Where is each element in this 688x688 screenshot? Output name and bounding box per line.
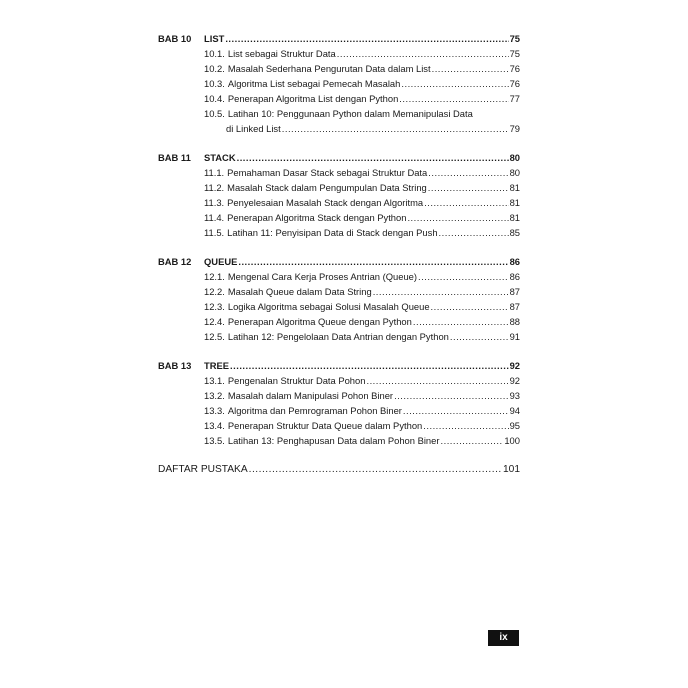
dot-leader [403,403,509,418]
dot-leader [373,284,509,299]
section-page: 75 [509,48,520,59]
section-title: Latihan 11: Penyisipan Data di Stack dengan Push [227,227,438,238]
section-entry[interactable] [204,225,520,240]
dot-leader [230,358,509,373]
section-page: 95 [509,420,520,431]
section-number: 10.1. [204,48,225,59]
section-entry[interactable] [204,403,520,418]
section-title: List sebagai Struktur Data [227,48,336,59]
section-entry[interactable] [204,284,520,299]
section-number: 10.2. [204,63,225,74]
section-entry[interactable] [204,165,520,180]
section-entry[interactable] [204,210,520,225]
section-title: Algoritma List sebagai Pemecah Masalah [227,78,401,89]
section-entry[interactable] [204,106,520,121]
chapter-title: TREE [204,360,230,371]
bibliography-title: DAFTAR PUSTAKA [158,464,248,475]
section-title: Penerapan Algoritma List dengan Python [227,93,399,104]
section-title-continued: di Linked List [226,123,281,134]
dot-leader [431,299,509,314]
section-page: 76 [509,63,520,74]
section-entry[interactable] [204,373,520,388]
table-of-contents [158,31,520,477]
dot-leader [450,329,509,344]
section-page: 91 [509,331,520,342]
section-number: 12.5. [204,331,225,342]
section-number: 13.5. [204,435,225,446]
section-number: 13.2. [204,390,225,401]
dot-leader [423,418,508,433]
chapter-title: QUEUE [204,256,238,267]
section-page: 86 [509,271,520,282]
section-page: 81 [509,182,520,193]
chapter-page: 75 [509,33,520,44]
section-number: 13.3. [204,405,225,416]
section-number: 10.5. [204,108,225,119]
section-entry[interactable] [204,329,520,344]
section-title: Logika Algoritma sebagai Solusi Masalah Queue [227,301,430,312]
section-title: Latihan 13: Penghapusan Data dalam Pohon Biner [227,435,440,446]
section-title: Penerapan Struktur Data Queue dalam Python [227,420,423,431]
chapter-page: 86 [509,256,520,267]
section-page: 80 [509,167,520,178]
dot-leader [237,150,509,165]
section-entry[interactable] [204,418,520,433]
dot-leader [424,195,508,210]
section-entry[interactable] [204,388,520,403]
chapter-title: LIST [204,33,225,44]
dot-leader [432,61,509,76]
section-number: 13.1. [204,375,225,386]
dot-leader [337,46,509,61]
page-number: ix [488,630,519,646]
dot-leader [249,462,502,477]
dot-leader [225,31,508,46]
chapter-label: BAB 13 [158,360,192,371]
section-entry[interactable] [204,76,520,91]
dot-leader [238,254,508,269]
section-entry[interactable] [204,433,520,448]
chapter-entry[interactable] [158,254,520,269]
section-entry[interactable] [204,269,520,284]
dot-leader [440,433,503,448]
section-entry[interactable] [204,299,520,314]
dot-leader [366,373,508,388]
section-page: 81 [509,197,520,208]
dot-leader [439,225,509,240]
section-number: 11.5. [204,227,225,238]
section-title: Masalah Sederhana Pengurutan Data dalam List [227,63,431,74]
chapter-label: BAB 10 [158,33,192,44]
section-page: 77 [509,93,520,104]
section-number: 11.3. [204,197,225,208]
section-number: 12.3. [204,301,225,312]
section-title: Mengenal Cara Kerja Proses Antrian (Queue) [227,271,418,282]
section-page: 93 [509,390,520,401]
section-number: 11.1. [204,167,225,178]
dot-leader [418,269,509,284]
chapter-page: 80 [509,152,520,163]
chapter-entry[interactable] [158,358,520,373]
section-title: Penerapan Algoritma Stack dengan Python [227,212,407,223]
dot-leader [282,121,509,136]
chapter-label: BAB 12 [158,256,192,267]
dot-leader [394,388,509,403]
section-title: Pemahaman Dasar Stack sebagai Struktur Data [227,167,428,178]
dot-leader [428,165,508,180]
section-entry[interactable] [204,91,520,106]
section-page: 76 [509,78,520,89]
chapter-page: 92 [509,360,520,371]
chapter-entry[interactable] [158,150,520,165]
section-number: 10.3. [204,78,225,89]
section-page: 88 [509,316,520,327]
dot-leader [428,180,509,195]
dot-leader [413,314,509,329]
section-entry[interactable] [204,180,520,195]
dot-leader [401,76,508,91]
section-title: Masalah Stack dalam Pengumpulan Data String [227,182,427,193]
section-number: 13.4. [204,420,225,431]
section-title: Penerapan Algoritma Queue dengan Python [227,316,412,327]
bibliography-entry[interactable] [158,462,520,477]
section-page: 81 [509,212,520,223]
section-page: 94 [509,405,520,416]
section-title: Latihan 12: Pengelolaan Data Antrian dengan Python [227,331,449,342]
section-page: 92 [509,375,520,386]
section-number: 11.4. [204,212,225,223]
section-title: Pengenalan Struktur Data Pohon [227,375,366,386]
chapter-label: BAB 11 [158,152,191,163]
section-entry[interactable] [204,195,520,210]
chapter-title: STACK [204,152,236,163]
section-number: 10.4. [204,93,225,104]
bibliography-page: 101 [503,464,520,475]
section-page: 100 [504,435,520,446]
chapter-entry[interactable] [158,31,520,46]
section-entry[interactable] [204,61,520,76]
section-page: 85 [509,227,520,238]
section-entry[interactable] [204,46,520,61]
section-entry[interactable] [204,314,520,329]
section-page: 79 [509,123,520,134]
section-number: 12.4. [204,316,225,327]
section-title: Masalah dalam Manipulasi Pohon Biner [227,390,394,401]
section-number: 12.1. [204,271,225,282]
section-title: Penyelesaian Masalah Stack dengan Algoritma [227,197,424,208]
section-page: 87 [509,286,520,297]
section-entry-continued[interactable] [226,121,520,136]
section-page: 87 [509,301,520,312]
section-title: Algoritma dan Pemrograman Pohon Biner [227,405,402,416]
dot-leader [399,91,508,106]
section-number: 11.2. [204,182,225,193]
dot-leader [407,210,508,225]
section-number: 12.2. [204,286,225,297]
section-title: Latihan 10: Penggunaan Python dalam Memanipulasi Data [227,108,473,119]
section-title: Masalah Queue dalam Data String [227,286,372,297]
